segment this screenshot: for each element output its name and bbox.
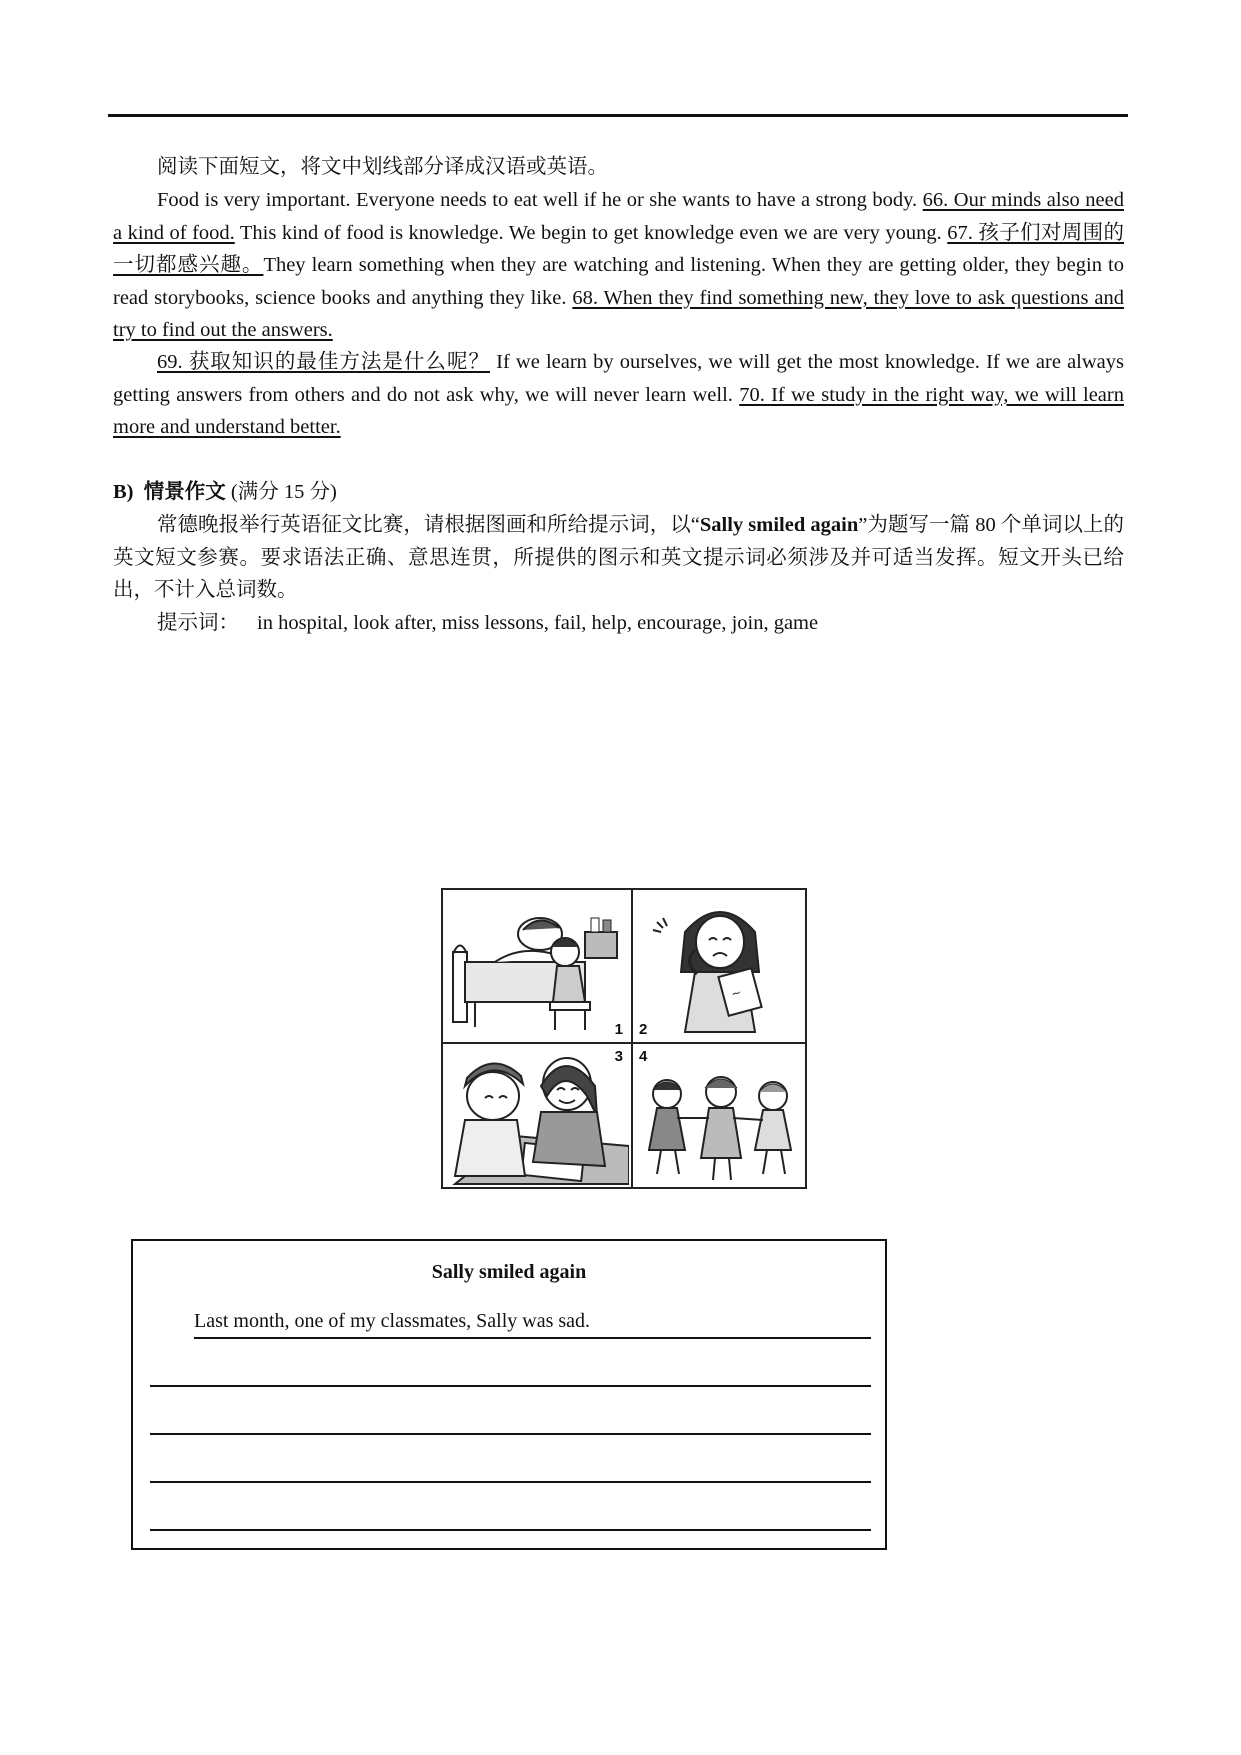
passage-text: If we learn by ourselves, we will get the most knowledge. If we are always getting answers from others and do not ask why, we will never learn well. [113,351,1124,406]
hint-words: in hospital, look after, miss lessons, fail, help, encourage, join, game [257,612,819,634]
writing-line [150,1529,871,1531]
passage-text: They learn something when they are watching and listening. When they are getting older, they begin to read storybooks, science books and anything they like. [113,254,1125,309]
underlined-item-70: 70. If we study in the right way, we will learn more and understand better. [113,383,1124,438]
section-title: 情景作文 [143,481,226,503]
writing-line [150,1385,871,1387]
writing-line [194,1337,871,1339]
underlined-item-66: 66. Our minds also need a kind of food. [113,189,1124,244]
picture-number-3: 3 [614,1048,623,1065]
picture-playing-game [635,1046,805,1187]
grid-divider-horizontal [443,1042,805,1044]
picture-hospital-bed [445,892,629,1040]
passage-paragraph-1 [113,184,1124,347]
picture-crying-girl [635,892,805,1040]
section-score: (满分 15 分) [230,481,337,503]
passage-paragraph-2 [113,346,1124,444]
underlined-item-67: 67. 孩子们对周围的一切都感兴趣。 [113,221,1125,276]
header-rule [108,114,1128,117]
reading-instruction: 阅读下面短文，将文中划线部分译成汉语或英语。 [157,156,608,178]
passage-text: This kind of food is knowledge. We begin to get knowledge even we are very young. [234,221,948,244]
picture-number-1: 1 [614,1021,623,1038]
grid-divider-vertical [631,890,633,1187]
answer-title: Sally smiled again [431,1261,587,1283]
writing-task [113,509,1124,607]
picture-grid [441,888,807,1189]
passage-text: Food is very important. Everyone needs to eat well if he or she wants to have a strong body. [157,189,923,211]
picture-number-2: 2 [639,1021,648,1038]
task-text: 常德晚报举行英语征文比赛，请根据图画和所给提示词，以“ [157,514,700,536]
underlined-item-68: 68. When they find something new, they love to ask questions and try to find out the answers. [113,286,1124,341]
svg-text:~: ~ [729,984,743,1002]
answer-opening-sentence: Last month, one of my classmates, Sally was sad. [194,1310,591,1332]
hint-label: 提示词： [157,612,239,634]
section-label: B) [113,481,134,503]
task-title: Sally smiled again [699,514,859,536]
underlined-item-69: 69. 获取知识的最佳方法是什么呢？ [157,351,490,373]
writing-line [150,1481,871,1483]
writing-line [150,1433,871,1435]
section-b-heading [113,476,1124,509]
picture-helping-study [445,1046,629,1187]
task-text: ”为题写一篇 80 个单词以上的英文短文参赛。要求语法正确、意思连贯，所提供的图示和英文提示词必须涉及并可适当发挥。短文开头已给出，不计入总词数。 [113,514,1124,601]
hint-words-line [113,607,1124,640]
answer-box [131,1239,887,1550]
picture-number-4: 4 [639,1048,648,1065]
